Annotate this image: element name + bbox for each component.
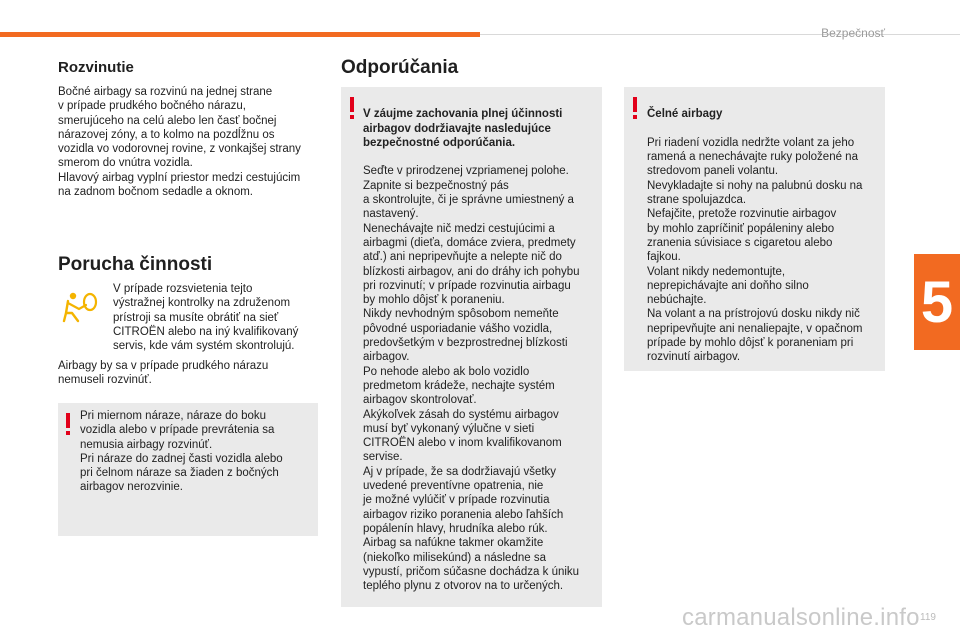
airbag-warning-lamp-icon <box>62 291 98 325</box>
section-title: Bezpečnosť <box>821 26 885 40</box>
chapter-tab: 5 <box>914 254 960 350</box>
recommendations-note-header: V záujme zachovania plnej účinnosti airbagov dodržiavajte nasledujúce bezpečnostné odporúčania. <box>363 108 563 149</box>
page-number: 119 <box>920 612 936 623</box>
porucha-note-text: Pri miernom náraze, náraze do boku vozidla alebo v prípade prevrátenia sa nemusia airbagy rozvinúť. Pri náraze do zadnej časti vozidla alebo pri čelnom náraze sa žiaden z bočných airbagov nerozvinie. <box>80 410 283 494</box>
exclamation-icon <box>64 413 72 435</box>
porucha-text: Airbagy by sa v prípade prudkého nárazu nemuseli rozvinúť. <box>58 360 269 387</box>
exclamation-icon <box>631 97 639 119</box>
porucha-icon-text: V prípade rozsvietenia tejto výstražnej kontrolky na združenom prístroji sa musíte obrátiť na sieť CITROËN alebo na iný kvalifikovaný servis, kde vám systém skontrolujú. <box>113 283 299 353</box>
front-airbags-note-text <box>647 93 883 365</box>
recommendations-note-body: Seďte v prirodzenej vzpriamenej polohe. Zapnite si bezpečnostný pás a skontrolujte, či je správne umiestnený a nastavený. Nenechávajte nič medzi cestujúcimi a airbagmi (dieťa, domáce zviera, predmety atď.) ani nepripevňujte a nelepte nič do blízkosti airbagov, ani do dráhy ich pohybu pri rozvinutí; v prípade rozvinutia airbagu by mohlo dôjsť k poraneniu. Nikdy nevhodným spôsobom nemeňte pôvodné usporiadanie vášho vozidla, predovšetkým v bezprostrednej blízkosti airbagov. Po nehode alebo ak bolo vozidlo predmetom krádeže, nechajte systém airbagov skontrolovať. Akýkoľvek zásah do systému airbagov musí byť vykonaný výlučne v sieti CITROËN alebo v inom kvalifikovanom servise. Aj v prípade, že sa dodržiavajú všetky uvedené preventívne opatrenia, nie je možné vylúčiť v prípade rozvinutia airbagov riziko poranenia alebo ľahších popálenín hlavy, hrudníka alebo rúk. Airbag sa nafúkne takmer okamžite (niekoľko milisekúnd) a následne sa vypustí, pričom súčasne dochádza k úniku teplého plynu z otvorov na to určených. <box>363 165 580 593</box>
header-accent-bar <box>0 32 480 37</box>
front-airbags-note-body: Pri riadení vozidla nedržte volant za jeho ramená a nenechávajte ruky položené na stredovom paneli volantu. Nevykladajte si nohy na palubnú dosku na strane spolujazdca. Nefajčite, pretože rozvinutie airbagov by mohlo zapríčiniť popáleniny alebo zranenia súvisiace s cigaretou alebo fajkou. Volant nikdy nedemontujte, neprepichávajte ani doňho silno nebúchajte. Na volant a na prístrojovú dosku nikdy nič nepripevňujte ani nenaliepajte, v opačnom prípade by mohlo dôjsť k poraneniam pri rozvinutí airbagov. <box>647 136 863 364</box>
porucha-heading: Porucha činnosti <box>58 254 213 275</box>
rozvinutie-heading: Rozvinutie <box>58 59 134 76</box>
front-airbags-note-header: Čelné airbagy <box>647 108 723 121</box>
exclamation-icon <box>348 97 356 119</box>
header-rule <box>480 34 960 35</box>
rozvinutie-text: Bočné airbagy sa rozvinú na jednej strane v prípade prudkého bočného nárazu, smerujúceho na celú alebo len časť bočnej nárazovej zóny, a to kolmo na pozdĺžnu os vozidla vo vodorovnej rovine, z vonkajšej strany smerom do vnútra vozidla. Hlavový airbag vyplní priestor medzi cestujúcim na zadnom bočnom sedadle a oknom. <box>58 86 301 199</box>
recommendations-note-text <box>363 93 599 593</box>
odporucania-heading: Odporúčania <box>341 57 459 78</box>
watermark: carmanualsonline.info <box>682 604 920 631</box>
